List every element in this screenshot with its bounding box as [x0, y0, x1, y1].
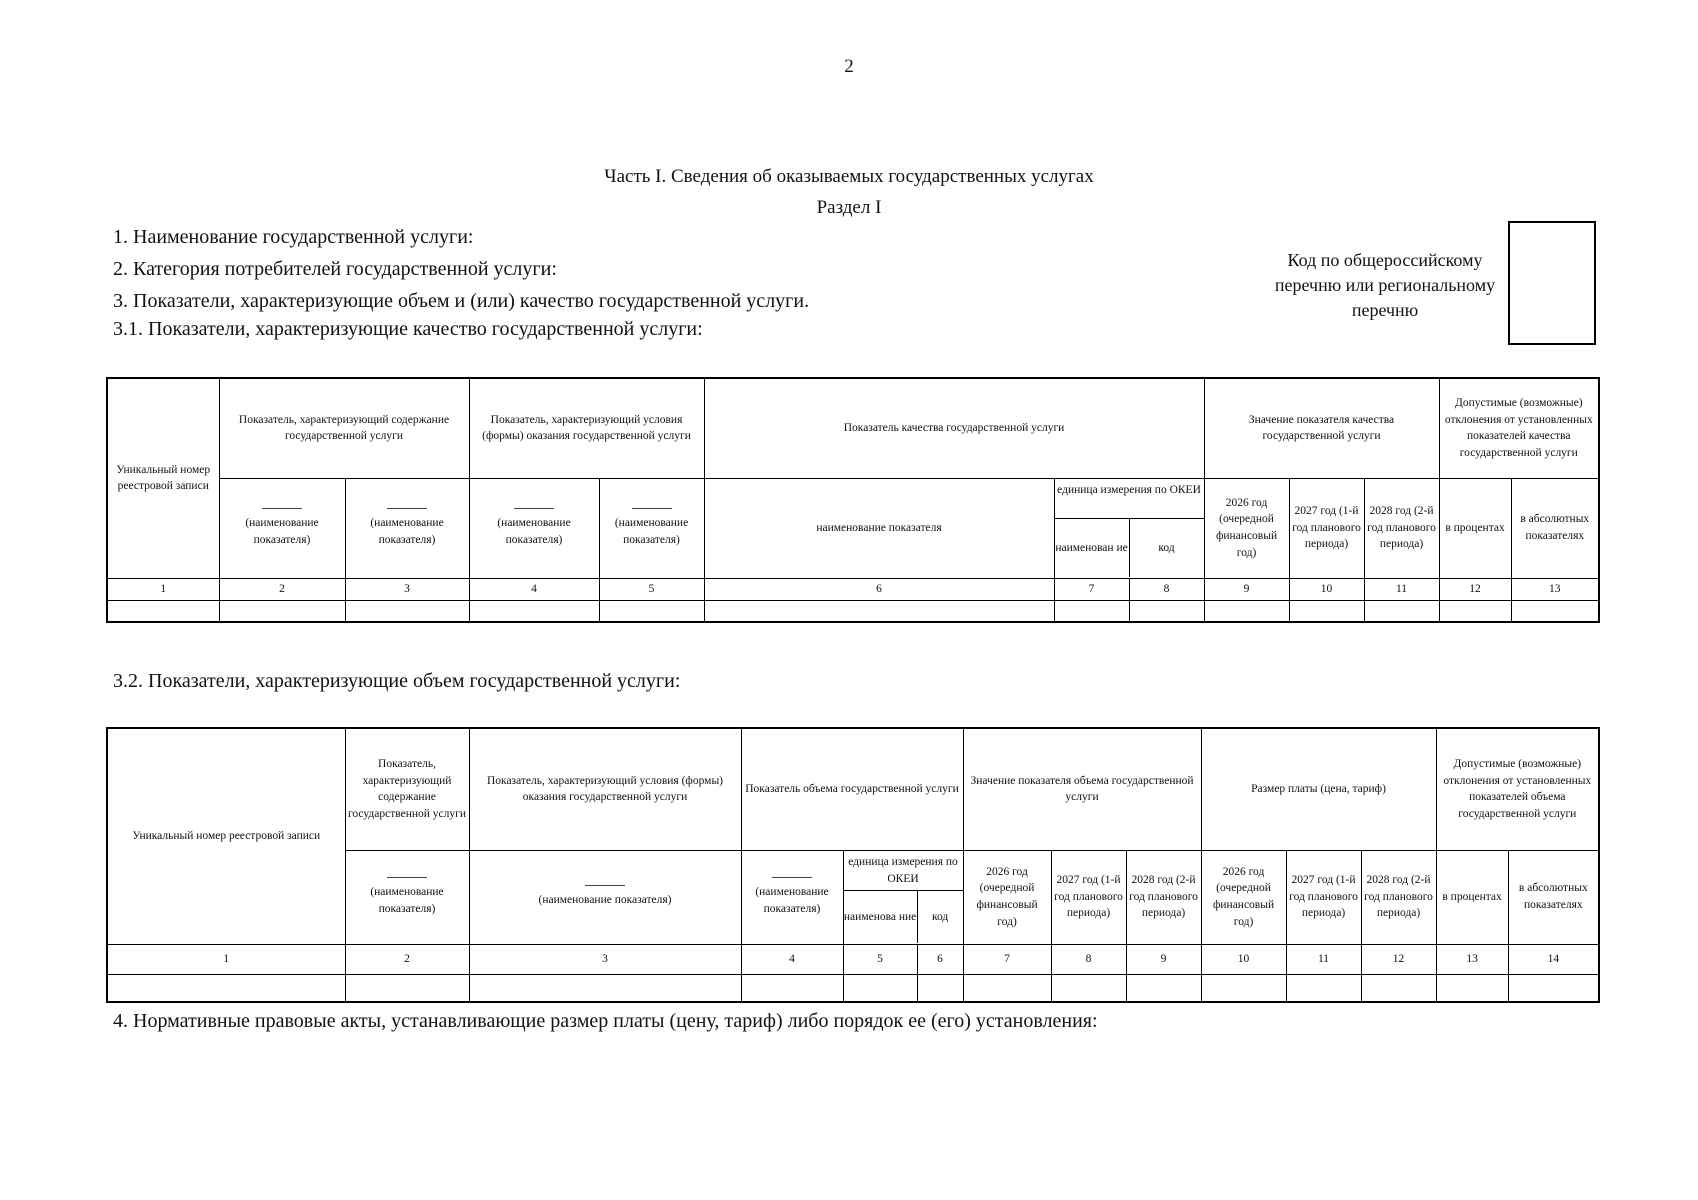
t2-sub-name-1: (наименование показателя)	[345, 850, 469, 944]
table-cell[interactable]	[1364, 600, 1439, 622]
table-cell[interactable]	[1129, 600, 1204, 622]
t1-colnum: 13	[1511, 578, 1599, 600]
item-service-name: 1. Наименование государственной услуги:	[113, 226, 474, 248]
table-cell[interactable]	[1439, 600, 1511, 622]
table-cell[interactable]	[1508, 974, 1599, 1002]
t1-sub-name-4: (наименование показателя)	[599, 478, 704, 578]
t2-sub-dev-pct: в процентах	[1436, 850, 1508, 944]
item-consumer-category: 2. Категория потребителей государственной услуги:	[113, 258, 557, 280]
t2-colnum: 14	[1508, 944, 1599, 974]
t1-colnum: 7	[1054, 578, 1129, 600]
t1-colnum: 9	[1204, 578, 1289, 600]
t1-colnum: 10	[1289, 578, 1364, 600]
volume-indicators-table	[106, 727, 1600, 1003]
t1-colnum: 12	[1439, 578, 1511, 600]
t2-colnum: 4	[741, 944, 843, 974]
t2-header-content: Показатель, характеризующий содержание государственной услуги	[345, 728, 469, 850]
t2-colnum: 6	[917, 944, 963, 974]
table-cell[interactable]	[1126, 974, 1201, 1002]
table-cell[interactable]	[704, 600, 1054, 622]
code-label: Код по общероссийскому перечню или региональному перечню	[1274, 250, 1496, 320]
t1-colnum: 11	[1364, 578, 1439, 600]
t1-sub-2027: 2027 год (1-й год планового периода)	[1289, 478, 1364, 578]
item-quality-indicators: 3.1. Показатели, характеризующие качество государственной услуги:	[113, 318, 703, 340]
t2-colnum: 11	[1286, 944, 1361, 974]
table-cell[interactable]	[1286, 974, 1361, 1002]
t2-header-value: Значение показателя объема государственной услуги	[963, 728, 1201, 850]
t1-sub-2028: 2028 год (2-й год планового периода)	[1364, 478, 1439, 578]
table-cell[interactable]	[219, 600, 345, 622]
t1-colnum: 3	[345, 578, 469, 600]
t2-sub-name-2: (наименование показателя)	[469, 850, 741, 944]
table-cell[interactable]	[107, 600, 219, 622]
t2-sub-unit-code: код	[931, 910, 949, 923]
table-cell[interactable]	[469, 974, 741, 1002]
table-cell[interactable]	[345, 600, 469, 622]
table-cell[interactable]	[345, 974, 469, 1002]
t2-sub-unit: единица измерения по ОКЕИ наименова ние код	[843, 850, 963, 944]
t1-header-quality: Показатель качества государственной услуги	[704, 378, 1204, 478]
t1-sub-dev-pct: в процентах	[1439, 478, 1511, 578]
t2-sub-name-3: (наименование показателя)	[741, 850, 843, 944]
t2-colnum: 7	[963, 944, 1051, 974]
t2-header-volume: Показатель объема государственной услуги	[741, 728, 963, 850]
t1-sub-name-1: (наименование показателя)	[219, 478, 345, 578]
item-volume-indicators: 3.2. Показатели, характеризующие объем государственной услуги:	[113, 670, 681, 692]
section-title: Раздел I	[816, 197, 882, 218]
table-cell[interactable]	[107, 974, 345, 1002]
t2-colnum: 3	[469, 944, 741, 974]
t1-column-numbers	[107, 578, 1599, 600]
table-cell[interactable]	[1054, 600, 1129, 622]
t2-header-conditions: Показатель, характеризующий условия (формы) оказания государственной услуги	[469, 728, 741, 850]
table-cell[interactable]	[741, 974, 843, 1002]
table-cell[interactable]	[1051, 974, 1126, 1002]
table-cell[interactable]	[1361, 974, 1436, 1002]
table-cell[interactable]	[599, 600, 704, 622]
table-cell[interactable]	[1204, 600, 1289, 622]
t2-empty-row	[107, 974, 1599, 1002]
code-box[interactable]	[1508, 221, 1596, 345]
t2-colnum: 2	[345, 944, 469, 974]
t2-sub-unit-name: наименова ние	[844, 891, 918, 943]
t1-colnum: 5	[599, 578, 704, 600]
t1-empty-row	[107, 600, 1599, 622]
t2-sub-fee-2026: 2026 год (очередной финансовый год)	[1201, 850, 1286, 944]
table-cell[interactable]	[1201, 974, 1286, 1002]
item-indicators: 3. Показатели, характеризующие объем и (или) качество государственной услуги.	[113, 290, 810, 312]
t2-colnum: 9	[1126, 944, 1201, 974]
table-cell[interactable]	[1511, 600, 1599, 622]
t1-sub-name-3: (наименование показателя)	[469, 478, 599, 578]
t2-colnum: 8	[1051, 944, 1126, 974]
t1-sub-dev-abs: в абсолютных показателях	[1511, 478, 1599, 578]
quality-indicators-table	[106, 377, 1600, 623]
t2-sub-fee-2028: 2028 год (2-й год планового периода)	[1361, 850, 1436, 944]
table-cell[interactable]	[963, 974, 1051, 1002]
t1-header-value: Значение показателя качества государственной услуги	[1204, 378, 1439, 478]
t1-sub-unit-name: наименован ие	[1055, 519, 1130, 577]
t2-colnum: 13	[1436, 944, 1508, 974]
t1-header-deviation: Допустимые (возможные) отклонения от установленных показателей качества государственной услуги	[1439, 378, 1599, 478]
t1-colnum: 2	[219, 578, 345, 600]
t2-colnum: 5	[843, 944, 917, 974]
t2-colnum: 10	[1201, 944, 1286, 974]
table-cell[interactable]	[1436, 974, 1508, 1002]
t1-sub-unit-code: код	[1158, 541, 1175, 554]
t1-sub-name-2: (наименование показателя)	[345, 478, 469, 578]
t2-header-deviation: Допустимые (возможные) отклонения от установленных показателей объема государственной услуги	[1436, 728, 1599, 850]
t2-sub-value-2027: 2027 год (1-й год планового периода)	[1051, 850, 1126, 944]
t1-header-content: Показатель, характеризующий содержание государственной услуги	[219, 378, 469, 478]
table-cell[interactable]	[1289, 600, 1364, 622]
t2-header-fee: Размер платы (цена, тариф)	[1201, 728, 1436, 850]
t2-column-numbers	[107, 944, 1599, 974]
table-cell[interactable]	[469, 600, 599, 622]
item-regulatory-acts: 4. Нормативные правовые акты, устанавливающие размер платы (цену, тариф) либо порядок ее (его) установления:	[113, 1010, 1098, 1032]
table-cell[interactable]	[843, 974, 917, 1002]
t2-colnum: 1	[107, 944, 345, 974]
t2-sub-dev-abs: в абсолютных показателях	[1508, 850, 1599, 944]
t2-colnum: 12	[1361, 944, 1436, 974]
table-cell[interactable]	[917, 974, 963, 1002]
t1-header-unique: Уникальный номер реестровой записи	[107, 378, 219, 578]
t1-colnum: 4	[469, 578, 599, 600]
t1-sub-2026: 2026 год (очередной финансовый год)	[1204, 478, 1289, 578]
t2-sub-value-2028: 2028 год (2-й год планового периода)	[1126, 850, 1201, 944]
t2-header-unique: Уникальный номер реестровой записи	[107, 728, 345, 944]
part-title: Часть I. Сведения об оказываемых государственных услугах	[604, 166, 1094, 187]
t2-sub-fee-2027: 2027 год (1-й год планового периода)	[1286, 850, 1361, 944]
t1-header-conditions: Показатель, характеризующий условия (формы) оказания государственной услуги	[469, 378, 704, 478]
t1-colnum: 6	[704, 578, 1054, 600]
t2-sub-value-2026: 2026 год (очередной финансовый год)	[963, 850, 1051, 944]
t1-sub-unit: единица измерения по ОКЕИ наименован ие код	[1054, 478, 1204, 578]
t1-colnum: 8	[1129, 578, 1204, 600]
t1-sub-indicator-name: наименование показателя	[704, 478, 1054, 578]
page-number: 2	[844, 56, 854, 77]
t1-colnum: 1	[107, 578, 219, 600]
